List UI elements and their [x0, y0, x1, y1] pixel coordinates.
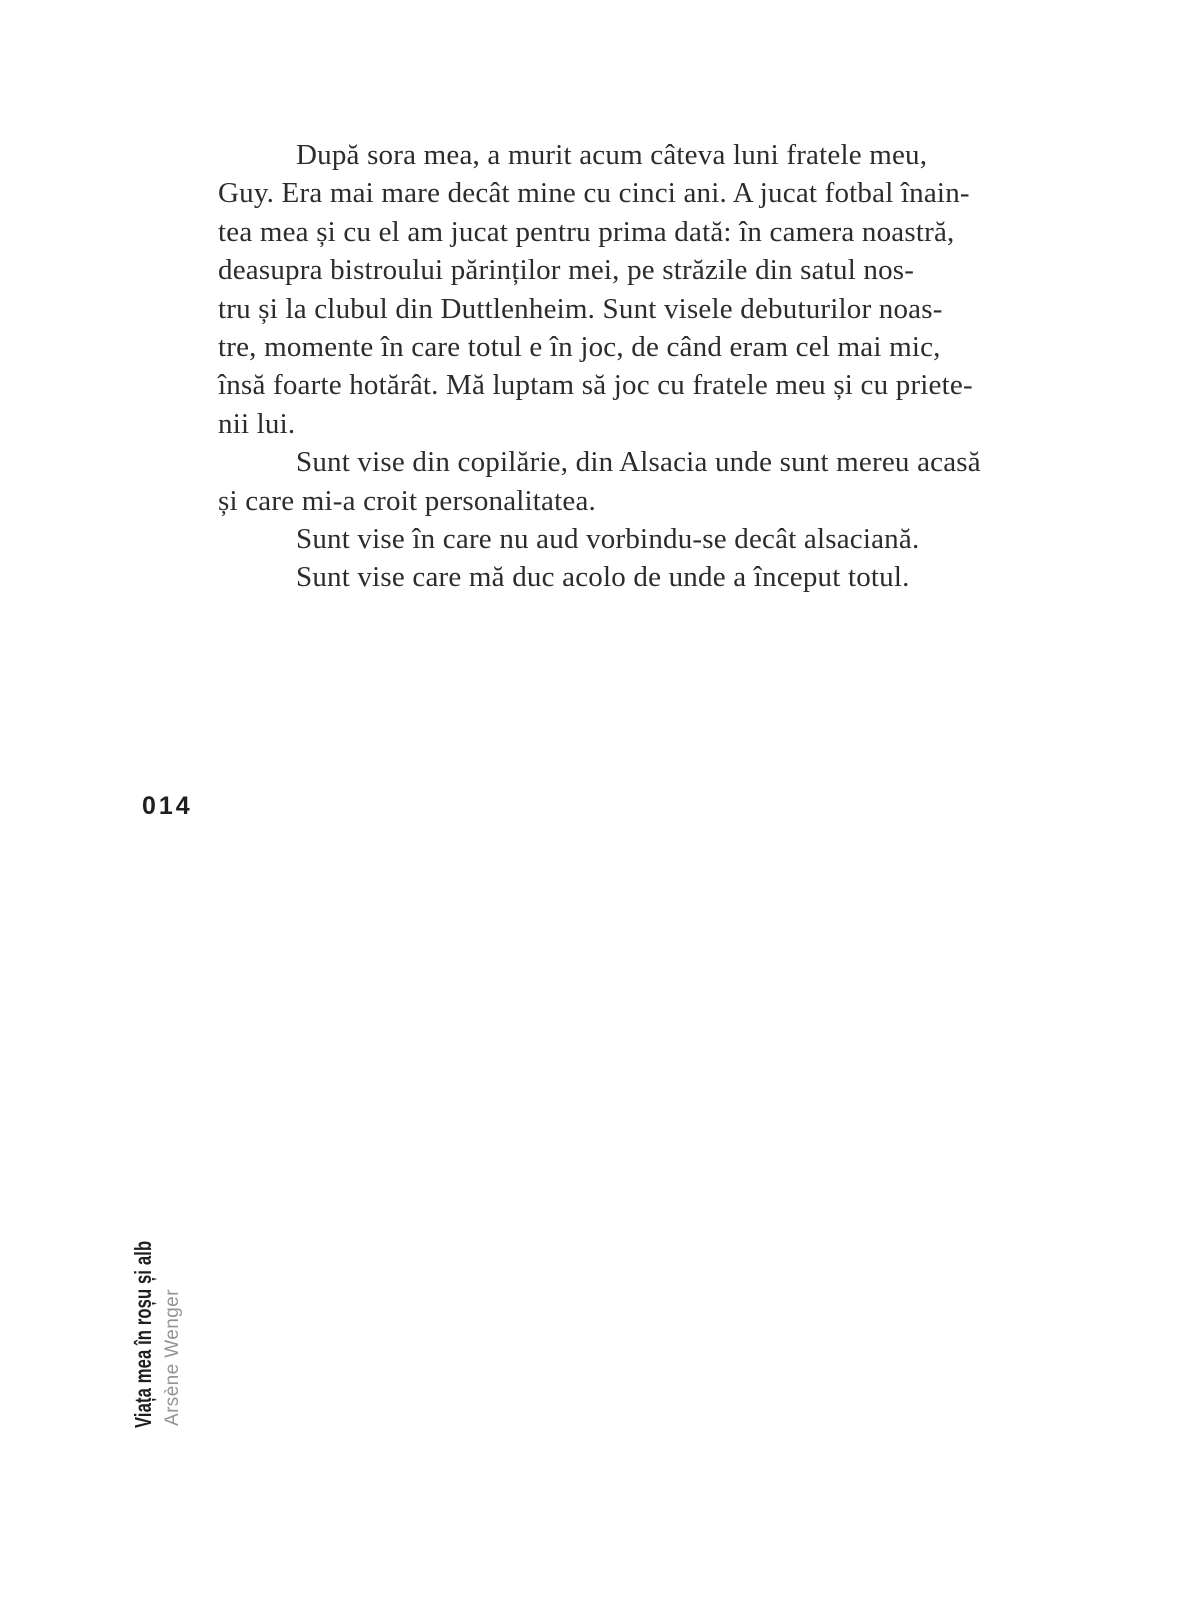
- text-line: însă foarte hotărât. Mă luptam să joc cu fratele meu și cu priete-: [218, 369, 973, 402]
- sidebar-book-title: Viața mea în roșu și alb: [130, 1240, 156, 1428]
- page-number: 014: [142, 792, 193, 820]
- text-line: După sora mea, a murit acum câteva luni fratele meu,: [296, 139, 928, 171]
- paragraph: [218, 520, 1018, 558]
- paragraph: [218, 136, 1018, 443]
- body-text: [218, 136, 1018, 597]
- text-line: și care mi-a croit personalitatea.: [218, 484, 596, 517]
- text-line: tea mea și cu el am jucat pentru prima dată: în camera noastră,: [218, 215, 955, 248]
- sidebar-author: Arsène Wenger: [162, 1289, 183, 1426]
- paragraph: [218, 558, 1018, 596]
- text-line: Guy. Era mai mare decât mine cu cinci ani. A jucat fotbal înain-: [218, 177, 970, 210]
- text-line: Sunt vise din copilărie, din Alsacia unde sunt mereu acasă: [296, 446, 981, 479]
- paragraph: [218, 443, 1018, 520]
- text-line: Sunt vise în care nu aud vorbindu-se decât alsaciană.: [296, 523, 920, 556]
- text-line: nii lui.: [218, 407, 296, 440]
- text-line: tru și la clubul din Duttlenheim. Sunt visele debuturilor noas-: [218, 292, 943, 325]
- text-line: Sunt vise care mă duc acolo de unde a început totul.: [296, 561, 910, 594]
- text-line: tre, momente în care totul e în joc, de când eram cel mai mic,: [218, 331, 941, 364]
- text-line: deasupra bistroului părinților mei, pe străzile din satul nos-: [218, 254, 915, 287]
